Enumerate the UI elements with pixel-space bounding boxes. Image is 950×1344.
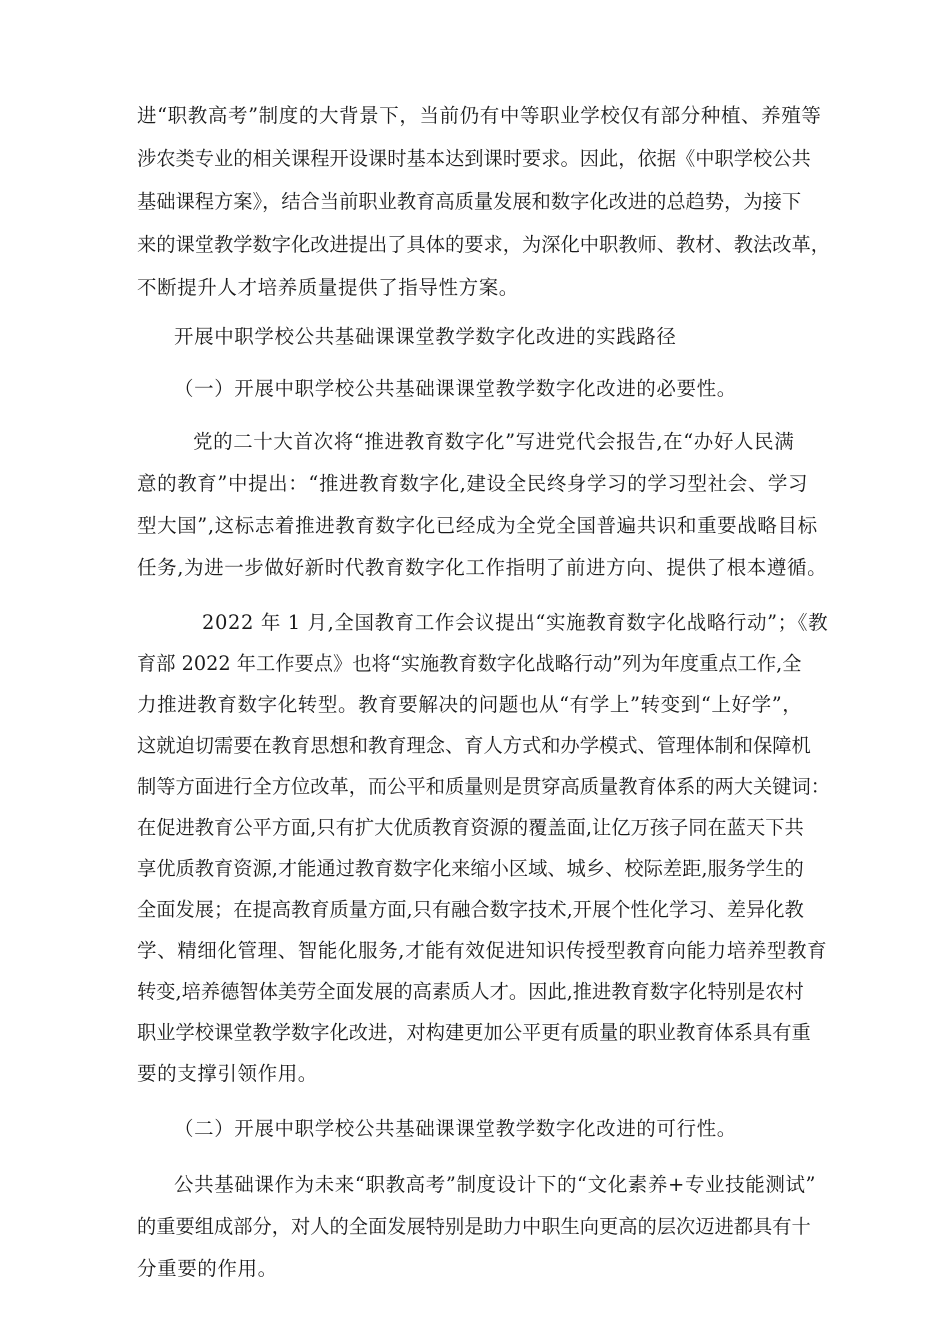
paragraph-line: 分重要的作用。 <box>137 1257 278 1280</box>
paragraph-line: 转变,培养德智体美劳全面发展的高素质人才。因此,推进教育数字化特别是农村 <box>137 980 804 1003</box>
paragraph-line: 基础课程方案》，结合当前职业教育高质量发展和数字化改进的总趋势，为接下 <box>137 190 802 213</box>
paragraph-line: 职业学校课堂教学数字化改进，对构建更加公平更有质量的职业教育体系具有重 <box>137 1021 811 1044</box>
section-heading: 开展中职学校公共基础课课堂教学数字化改进的实践路径 <box>174 325 677 348</box>
subsection-heading: （二）开展中职学校公共基础课课堂教学数字化改进的可行性。 <box>174 1117 737 1140</box>
paragraph-line: 要的支撑引领作用。 <box>137 1062 318 1085</box>
paragraph-line: 制等方面进行全方位改革，而公平和质量则是贯穿高质量教育体系的两大关键词： <box>137 775 830 798</box>
paragraph-line: 力推进教育数字化转型。教育要解决的问题也从“有学上”转变到“上好学”， <box>137 693 803 716</box>
paragraph-line: 意的教育”中提出：“推进教育数字化,建设全民终身学习的学习型社会、学习 <box>137 472 809 495</box>
paragraph-line: 的重要组成部分，对人的全面发展特别是助力中职生向更高的层次迈进都具有十 <box>137 1215 811 1238</box>
subsection-heading: （一）开展中职学校公共基础课课堂教学数字化改进的必要性。 <box>174 377 737 400</box>
paragraph-line: 育部 2022 年工作要点》也将“实施教育数字化战略行动”列为年度重点工作,全 <box>137 652 802 675</box>
paragraph-line: 全面发展；在提高教育质量方面,只有融合数字技术,开展个性化学习、差异化教 <box>137 898 804 921</box>
paragraph-line: 学、精细化管理、智能化服务,才能有效促进知识传授型教育向能力培养型教育 <box>137 939 828 962</box>
paragraph-line: 在促进教育公平方面,只有扩大优质教育资源的覆盖面,让亿万孩子同在蓝天下共 <box>137 816 804 839</box>
paragraph-line: 任务,为进一步做好新时代教育数字化工作指明了前进方向、提供了根本遵循。 <box>137 556 828 579</box>
paragraph-line: 涉农类专业的相关课程开设课时基本达到课时要求。因此，依据《中职学校公共 <box>137 147 811 170</box>
paragraph-line: 来的课堂教学数字化改进提出了具体的要求，为深化中职教师、教材、教法改革， <box>137 233 830 256</box>
paragraph-line: 不断提升人才培养质量提供了指导性方案。 <box>137 276 519 299</box>
paragraph-line: 型大国”,这标志着推进教育数字化已经成为全党全国普遍共识和重要战略目标 <box>137 514 818 537</box>
paragraph-line: 党的二十大首次将“推进教育数字化”写进党代会报告,在“办好人民满 <box>193 430 795 453</box>
paragraph-line: 2022 年 1 月,全国教育工作会议提出“实施教育数字化战略行动”；《教 <box>202 611 829 634</box>
paragraph-line: 这就迫切需要在教育思想和教育理念、育人方式和办学模式、管理体制和保障机 <box>137 734 811 757</box>
paragraph-line: 享优质教育资源,才能通过教育数字化来缩小区域、城乡、校际差距,服务学生的 <box>137 857 804 880</box>
paragraph-line: 公共基础课作为未来“职教高考”制度设计下的“文化素养+专业技能测试” <box>174 1173 817 1196</box>
paragraph-line: 进“职教高考”制度的大背景下，当前仍有中等职业学校仅有部分种植、养殖等 <box>137 104 822 127</box>
